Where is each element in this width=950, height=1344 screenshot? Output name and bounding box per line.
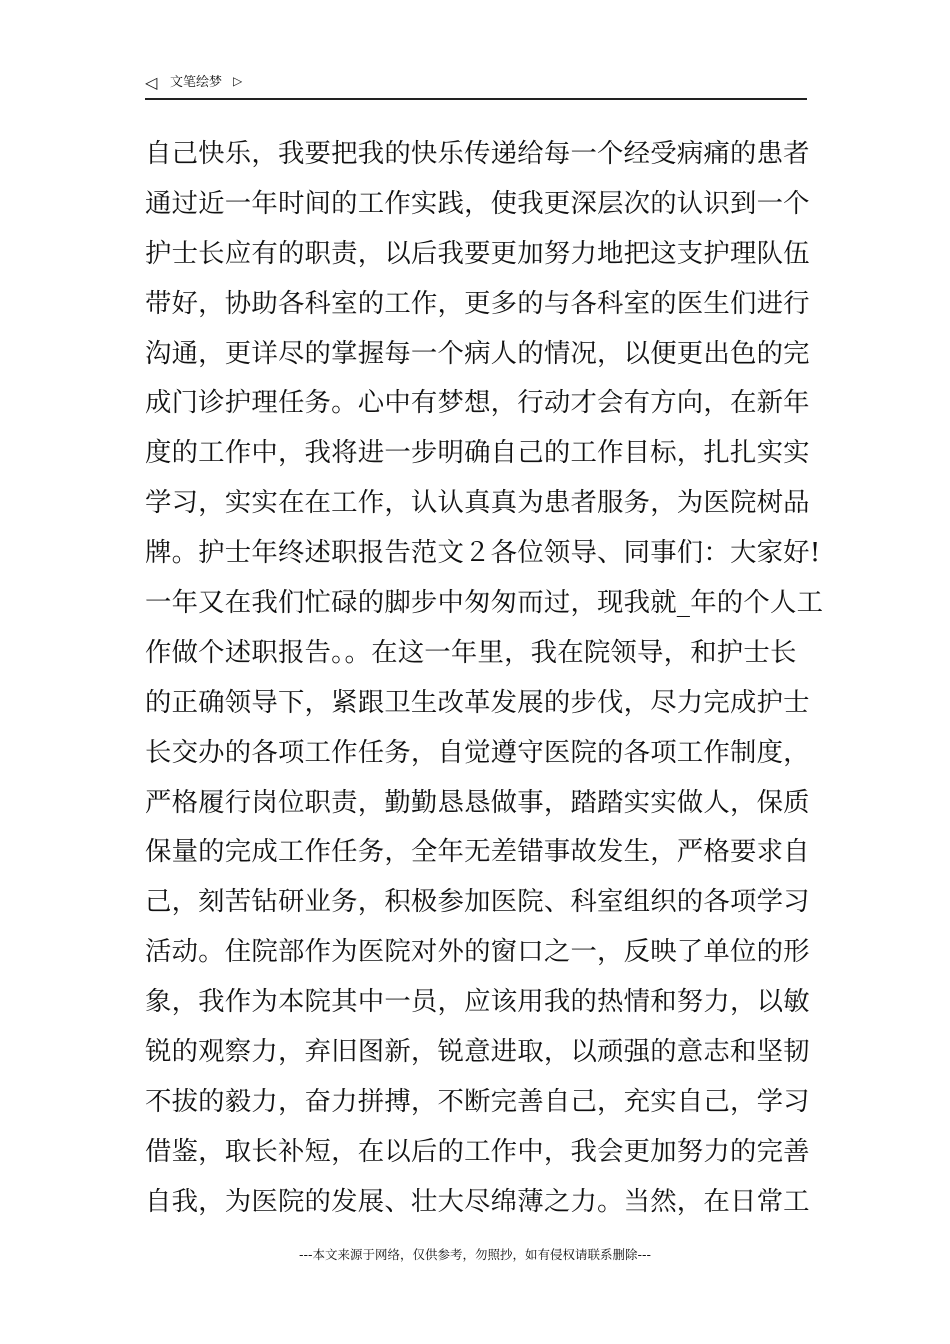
text-line: 象，我作为本院其中一员，应该用我的热情和努力，以敏 [145,986,810,1018]
page-header [145,74,807,100]
header-title: 文笔绘梦 [170,75,223,90]
text-line: 牌。护士年终述职报告范文２各位领导、同事们：大家好! [145,537,821,569]
right-triangle-icon: ▷ [233,74,243,88]
text-line: 学习，实实在在工作，认认真真为患者服务，为医院树品 [145,487,810,519]
text-line: 借鉴，取长补短，在以后的工作中，我会更加努力的完善 [145,1135,810,1167]
text-line: 自我，为医院的发展、壮大尽绵薄之力。当然，在日常工 [145,1185,810,1217]
text-line: 作做个述职报告。。在这一年里，我在院领导，和护士长 [145,636,797,668]
text-line: 一年又在我们忙碌的脚步中匆匆而过，现我就_年的个人工 [145,587,824,619]
text-line: 己，刻苦钻研业务，积极参加医院、科室组织的各项学习 [145,886,810,918]
text-line: 自己快乐，我要把我的快乐传递给每一个经受病痛的患者 [145,138,810,169]
text-line: 的正确领导下，紧跟卫生改革发展的步伐，尽力完成护士 [145,686,810,718]
left-triangle-icon: ◁ [145,73,158,92]
text-line: 成门诊护理任务。心中有梦想，行动才会有方向，在新年 [145,387,810,419]
text-line: 不拔的毅力，奋力拼搏，不断完善自己，充实自己，学习 [145,1085,810,1117]
text-line: 长交办的各项工作任务，自觉遵守医院的各项工作制度， [145,736,810,768]
document-body [145,129,824,1227]
text-line: 带好，协助各科室的工作，更多的与各科室的医生们进行 [145,287,810,319]
text-line: 活动。住院部作为医院对外的窗口之一，反映了单位的形 [145,936,810,968]
text-line: 锐的观察力，弃旧图新，锐意进取，以顽强的意志和坚韧 [145,1036,810,1068]
text-line: 护士长应有的职责，以后我要更加努力地把这支护理队伍 [145,237,810,269]
text-line: 度的工作中，我将进一步明确自己的工作目标，扎扎实实 [145,437,810,469]
text-line: 沟通，更详尽的掌握每一个病人的情况，以便更出色的完 [145,337,810,369]
footer-disclaimer: ---本文来源于网络，仅供参考，勿照抄，如有侵权请联系删除--- [298,1247,652,1262]
text-line: 通过近一年时间的工作实践，使我更深层次的认识到一个 [145,187,810,219]
text-line: 保量的完成工作任务，全年无差错事故发生，严格要求自 [145,836,810,868]
text-line: 严格履行岗位职责，勤勤恳恳做事，踏踏实实做人，保质 [145,786,810,818]
